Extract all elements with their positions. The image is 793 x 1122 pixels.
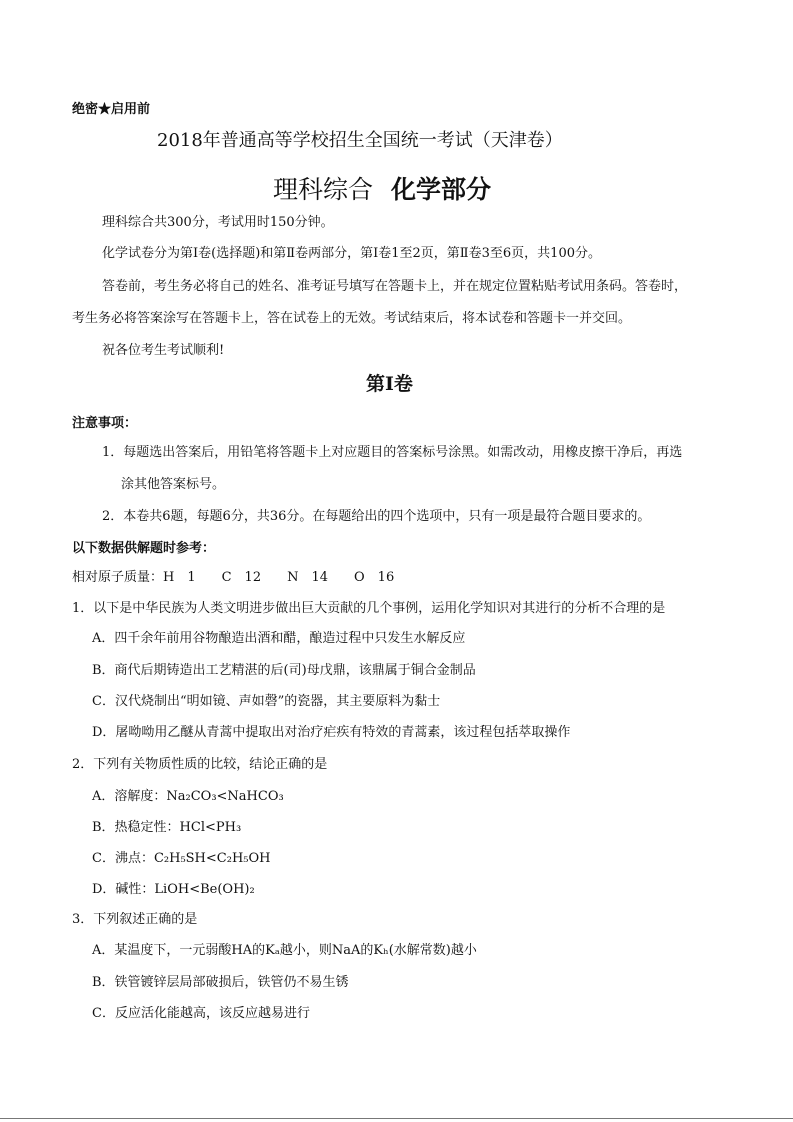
question-option: B．铁管镀锌层局部破损后，铁管仍不易生锈 (92, 975, 349, 990)
question-option: D．碱性：LiOH<Be(OH)₂ (92, 882, 255, 897)
notice-heading: 注意事项： (72, 415, 138, 430)
subject-label: 理科综合 (273, 175, 374, 204)
intro-line: 理科综合共300分，考试用时150分钟。 (102, 215, 334, 230)
intro-line: 祝各位考生考试顺利! (102, 343, 225, 358)
exam-title: 2018年普通高等学校招生全国统一考试（天津卷） (157, 130, 563, 151)
page-bottom-rule (0, 1118, 793, 1119)
question-option: A．某温度下，一元弱酸HA的Kₐ越小，则NaA的Kₕ(水解常数)越小 (92, 943, 477, 958)
question-option: C．反应活化能越高，该反应越易进行 (92, 1006, 310, 1021)
question-option: B．热稳定性：HCl<PH₃ (92, 820, 242, 835)
question-option: B．商代后期铸造出工艺精湛的后(司)母戊鼎，该鼎属于铜合金制品 (92, 663, 476, 678)
question-option: C．沸点：C₂H₅SH<C₂H₅OH (92, 851, 271, 866)
intro-line: 化学试卷分为第Ⅰ卷(选择题)和第Ⅱ卷两部分，第Ⅰ卷1至2页，第Ⅱ卷3至6页，共100分。 (102, 246, 601, 261)
part-label: 化学部分 (390, 175, 491, 204)
page-title (273, 174, 491, 206)
notice-item: 1．每题选出答案后，用铅笔将答题卡上对应题目的答案标号涂黑。如需改动，用橡皮擦干净后，再选 (102, 445, 683, 460)
question-option: D．屠呦呦用乙醚从青蒿中提取出对治疗疟疾有特效的青蒿素，该过程包括萃取操作 (92, 725, 571, 740)
secret-label: 绝密★启用前 (72, 102, 151, 117)
section-title: 第Ⅰ卷 (366, 373, 413, 395)
question-stem: 3．下列叙述正确的是 (72, 912, 198, 927)
reference-heading: 以下数据供解题时参考： (72, 540, 216, 555)
question-stem: 1．以下是中华民族为人类文明进步做出巨大贡献的几个事例，运用化学知识对其进行的分析不合理的是 (72, 601, 666, 616)
intro-line: 答卷前，考生务必将自己的姓名、准考证号填写在答题卡上，并在规定位置粘贴考试用条码。答卷时， (102, 279, 688, 294)
question-option: A．溶解度：Na₂CO₃<NaHCO₃ (92, 789, 284, 804)
notice-item: 涂其他答案标号。 (121, 477, 226, 492)
intro-line: 考生务必将答案涂写在答题卡上，答在试卷上的无效。考试结束后，将本试卷和答题卡一并交回。 (72, 311, 632, 326)
question-stem: 2．下列有关物质性质的比较，结论正确的是 (72, 757, 328, 772)
notice-item: 2．本卷共6题，每题6分，共36分。在每题给出的四个选项中，只有一项是最符合题目要求的。 (102, 509, 651, 524)
question-option: C．汉代烧制出“明如镜、声如磬”的瓷器，其主要原料为黏士 (92, 694, 441, 709)
atomic-mass: 相对原子质量：H 1 C 12 N 14 O 16 (72, 570, 395, 585)
question-option: A．四千余年前用谷物酿造出酒和醋，酿造过程中只发生水解反应 (92, 631, 466, 646)
